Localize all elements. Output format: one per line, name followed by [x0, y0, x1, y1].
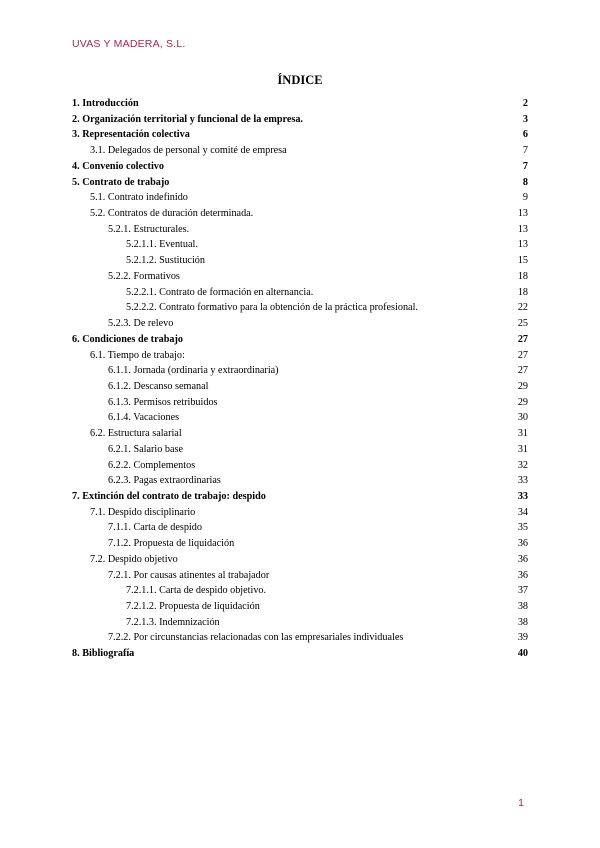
toc-entry-page: 3	[522, 113, 528, 125]
toc-entry-label: 1. Introducción	[72, 98, 139, 109]
toc-entry-page: 36	[517, 569, 528, 581]
toc-entry[interactable]	[72, 630, 528, 646]
toc-entry-page: 32	[517, 459, 528, 471]
toc-entry[interactable]	[72, 395, 528, 411]
toc-entry-page: 34	[517, 506, 528, 518]
toc-entry[interactable]	[72, 222, 528, 238]
toc-entry-label: 7.2. Despido objetivo	[90, 553, 178, 565]
toc-entry-label: 5.2.2.2. Contrato formativo para la obtención de la práctica profesional.	[126, 302, 418, 314]
toc-entry-page: 30	[517, 412, 528, 424]
toc-entry-label: 5.2.1.1. Eventual.	[126, 239, 198, 251]
toc-entry-page: 36	[517, 553, 528, 565]
toc-entry-label: 6.1. Tiempo de trabajo:	[90, 349, 185, 361]
toc-entry-label: 5.2.1. Estructurales.	[108, 223, 190, 235]
toc-entry-page: 37	[517, 585, 528, 597]
toc-entry[interactable]	[72, 253, 528, 269]
toc-entry-label: 7.2.1.2. Propuesta de liquidación	[126, 601, 260, 612]
toc-entry-page: 38	[517, 601, 528, 612]
index-title: ÍNDICE	[277, 73, 323, 87]
toc-entry[interactable]	[72, 583, 528, 599]
toc-entry[interactable]	[72, 568, 528, 584]
toc-entry[interactable]	[72, 269, 528, 285]
toc-entry-label: 7.2.1.3. Indemnización	[126, 616, 220, 628]
toc-entry-page: 2	[522, 98, 528, 109]
toc-entry[interactable]	[72, 175, 528, 191]
toc-entry-page: 27	[517, 365, 528, 377]
toc-entry[interactable]	[72, 316, 528, 332]
toc-entry-page: 29	[517, 396, 528, 408]
toc-entry[interactable]	[72, 348, 528, 364]
toc-entry[interactable]	[72, 505, 528, 521]
toc-entry-page: 29	[517, 380, 528, 392]
toc-entry-page: 22	[517, 302, 528, 314]
toc-entry-page: 8	[522, 176, 528, 188]
toc-entry-label: 6.2. Estructura salarial	[90, 428, 182, 440]
toc-entry-page: 33	[517, 475, 528, 487]
toc-entry-label: 6.2.2. Complementos	[108, 459, 196, 471]
toc-entry-page: 18	[517, 270, 528, 282]
toc-entry[interactable]	[72, 332, 528, 348]
toc-entry-label: 6. Condiciones de trabajo	[72, 333, 183, 345]
toc-entry-label: 7.2.2. Por circunstancias relacionadas con las empresariales individuales	[108, 632, 404, 644]
toc-entry[interactable]	[72, 237, 528, 253]
toc-entry-page: 40	[517, 648, 528, 660]
toc-entry-label: 6.1.3. Permisos retribuidos	[108, 396, 218, 408]
toc-entry[interactable]	[72, 285, 528, 301]
toc-entry[interactable]	[72, 143, 528, 159]
toc-entry-page: 15	[517, 255, 528, 267]
toc-entry-label: 5.1. Contrato indefinido	[90, 192, 188, 204]
toc-entry[interactable]	[72, 96, 528, 112]
toc-entry[interactable]	[72, 206, 528, 222]
toc-entry[interactable]	[72, 536, 528, 552]
toc-entry[interactable]	[72, 127, 528, 143]
toc-entry-label: 6.2.1. Salario base	[108, 443, 183, 455]
toc-entry-page: 27	[517, 333, 528, 345]
toc-entry[interactable]	[72, 410, 528, 426]
toc-entry-page: 25	[517, 318, 528, 330]
toc-entry-page: 7	[522, 145, 528, 157]
toc-entry-label: 6.1.4. Vacaciones	[108, 412, 180, 424]
toc-entry-label: 7.1.1. Carta de despido	[108, 522, 202, 534]
toc-entry[interactable]	[72, 190, 528, 206]
toc-entry-label: 5.2.2.1. Contrato de formación en alternancia.	[126, 286, 314, 298]
toc-entry-label: 6.2.3. Pagas extraordinarias	[108, 475, 221, 487]
toc-entry[interactable]	[72, 489, 528, 505]
toc-entry-label: 5. Contrato de trabajo	[72, 176, 170, 188]
toc-entry-label: 7.1. Despido disciplinario	[90, 506, 196, 518]
toc-entry[interactable]	[72, 159, 528, 175]
toc-entry-label: 7.2.1. Por causas atinentes al trabajador	[108, 569, 270, 581]
toc-entry[interactable]	[72, 520, 528, 536]
toc-entry-page: 31	[517, 428, 528, 440]
toc-entry-page: 36	[517, 538, 528, 550]
toc-entry[interactable]	[72, 300, 528, 316]
toc-entry-label: 7.1.2. Propuesta de liquidación	[108, 538, 235, 550]
toc-entry-page: 31	[517, 443, 528, 455]
toc-entry[interactable]	[72, 552, 528, 568]
company-header: UVAS Y MADERA, S.L.	[72, 38, 186, 50]
toc-entry-page: 13	[517, 208, 528, 220]
toc-entry-label: 4. Convenio colectivo	[72, 160, 164, 172]
toc-entry-page: 7	[522, 160, 528, 172]
toc-entry-page: 13	[517, 239, 528, 251]
toc-entry[interactable]	[72, 426, 528, 442]
toc-entry[interactable]	[72, 615, 528, 631]
toc-entry-page: 27	[517, 349, 528, 361]
toc-entry-page: 38	[517, 616, 528, 628]
page-number: 1	[518, 797, 524, 809]
toc-entry-label: 5.2.1.2. Sustitución	[126, 255, 205, 267]
toc-entry-page: 18	[517, 286, 528, 298]
toc-entry[interactable]	[72, 363, 528, 379]
toc-entry-label: 8. Bibliografía	[72, 648, 135, 660]
toc-entry-label: 7. Extinción del contrato de trabajo: despido	[72, 490, 266, 502]
toc-entry-page: 39	[517, 632, 528, 644]
table-of-contents	[72, 96, 528, 662]
toc-entry-label: 3. Representación colectiva	[72, 129, 190, 141]
toc-entry[interactable]	[72, 112, 528, 128]
toc-entry-label: 2. Organización territorial y funcional de la empresa.	[72, 113, 303, 125]
toc-entry-label: 5.2.3. De relevo	[108, 318, 174, 330]
toc-entry-label: 3.1. Delegados de personal y comité de empresa	[90, 145, 287, 157]
toc-entry-label: 7.2.1.1. Carta de despido objetivo.	[126, 585, 267, 597]
toc-entry[interactable]	[72, 458, 528, 474]
toc-entry-page: 35	[517, 522, 528, 534]
toc-entry[interactable]	[72, 442, 528, 458]
toc-entry-label: 5.2. Contratos de duración determinada.	[90, 208, 254, 220]
toc-entry[interactable]	[72, 599, 528, 615]
toc-entry-page: 6	[522, 129, 528, 141]
toc-entry-page: 33	[517, 490, 528, 502]
toc-entry-label: 6.1.1. Jornada (ordinaria y extraordinaria)	[108, 365, 279, 377]
toc-entry-page: 9	[522, 192, 528, 204]
toc-entry-label: 5.2.2. Formativos	[108, 270, 180, 282]
toc-entry[interactable]	[72, 473, 528, 489]
toc-entry[interactable]	[72, 379, 528, 395]
toc-entry-page: 13	[517, 223, 528, 235]
toc-entry[interactable]	[72, 646, 528, 662]
toc-entry-label: 6.1.2. Descanso semanal	[108, 380, 209, 392]
